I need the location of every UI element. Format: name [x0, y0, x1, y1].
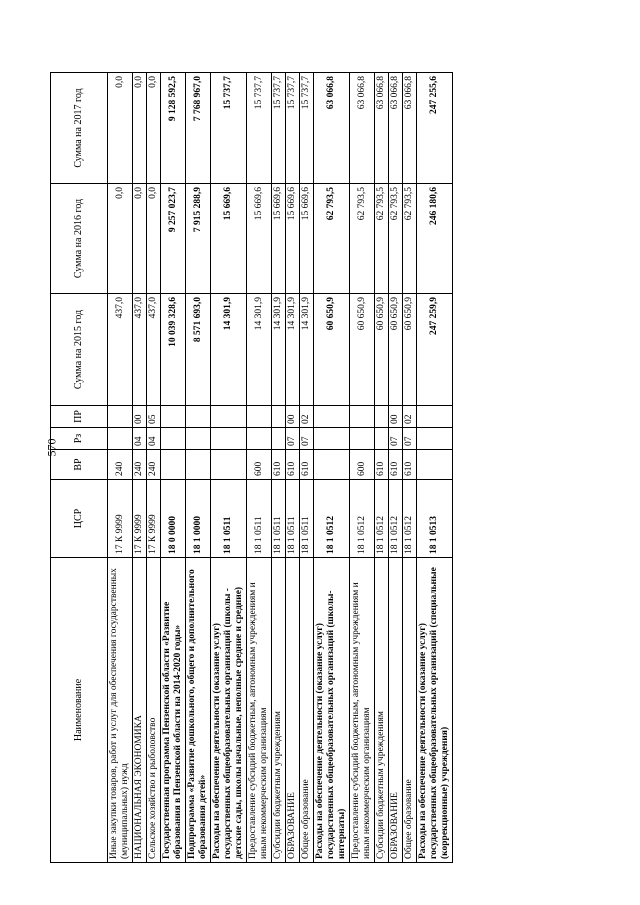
- cell-sum-2017: 15 737,7: [211, 73, 247, 184]
- cell-rz: [375, 428, 389, 450]
- cell-vr: [186, 450, 211, 480]
- cell-name: Расходы на обеспечение деятельности (оказание услуг) государственных общеобразовательных организаций (специальные (коррекционные) учреждения): [417, 558, 453, 863]
- col-header-rz: Рз: [51, 428, 108, 450]
- cell-name: Расходы на обеспечение деятельности (оказание услуг) государственных общеобразовательных организаций (школы - детские сады, школы начальные, неполные средние и средние): [211, 558, 247, 863]
- cell-vr: 610: [272, 450, 286, 480]
- cell-sum-2017: 15 737,7: [247, 73, 272, 184]
- cell-sum-2017: 7 768 967,0: [186, 73, 211, 184]
- cell-sum-2016: 62 793,5: [314, 184, 350, 294]
- cell-rz: [186, 428, 211, 450]
- cell-sum-2016: 15 669,6: [272, 184, 286, 294]
- col-header-sum-2016: Сумма на 2016 год: [51, 184, 108, 294]
- cell-sum-2015: 437,0: [133, 294, 147, 406]
- cell-sum-2015: 60 650,9: [350, 294, 375, 406]
- cell-name: Предоставление субсидий бюджетным, автономным учреждениям и иным некоммерческим организациям: [350, 558, 375, 863]
- cell-sum-2015: 60 650,9: [314, 294, 350, 406]
- cell-vr: [161, 450, 186, 480]
- cell-rz: [350, 428, 375, 450]
- cell-sum-2015: 14 301,9: [300, 294, 314, 406]
- cell-vr: 610: [300, 450, 314, 480]
- cell-name: Субсидии бюджетным учреждениям: [272, 558, 286, 863]
- cell-sum-2015: 247 259,9: [417, 294, 453, 406]
- table-row: [286, 73, 300, 863]
- cell-pr: [108, 406, 133, 428]
- cell-sum-2017: 15 737,7: [272, 73, 286, 184]
- cell-vr: 610: [403, 450, 417, 480]
- cell-vr: 240: [133, 450, 147, 480]
- cell-csr: 18 1 0511: [247, 480, 272, 558]
- cell-sum-2017: 63 066,8: [375, 73, 389, 184]
- cell-name: Расходы на обеспечение деятельности (оказание услуг) государственных общеобразовательных организаций (школы-интернаты): [314, 558, 350, 863]
- cell-sum-2015: 14 301,9: [211, 294, 247, 406]
- table-row: [389, 73, 403, 863]
- cell-sum-2016: 62 793,5: [389, 184, 403, 294]
- cell-sum-2017: 63 066,8: [314, 73, 350, 184]
- cell-sum-2017: 63 066,8: [403, 73, 417, 184]
- cell-vr: 240: [147, 450, 161, 480]
- table-row: [350, 73, 375, 863]
- cell-sum-2016: 62 793,5: [403, 184, 417, 294]
- cell-pr: 00: [133, 406, 147, 428]
- cell-pr: [247, 406, 272, 428]
- cell-sum-2015: 437,0: [108, 294, 133, 406]
- cell-pr: 05: [147, 406, 161, 428]
- cell-rz: 07: [286, 428, 300, 450]
- cell-sum-2015: 14 301,9: [247, 294, 272, 406]
- cell-pr: [186, 406, 211, 428]
- cell-sum-2016: 62 793,5: [350, 184, 375, 294]
- cell-csr: 18 1 0512: [375, 480, 389, 558]
- cell-sum-2016: 0,0: [108, 184, 133, 294]
- cell-sum-2017: 15 737,7: [286, 73, 300, 184]
- page-number: 570: [44, 438, 59, 457]
- cell-csr: 18 1 0512: [314, 480, 350, 558]
- cell-rz: 07: [300, 428, 314, 450]
- cell-pr: [211, 406, 247, 428]
- cell-rz: [211, 428, 247, 450]
- cell-rz: [417, 428, 453, 450]
- cell-csr: 17 К 9999: [133, 480, 147, 558]
- cell-name: Подпрограмма «Развитие дошкольного, общего и дополнительного образования детей»: [186, 558, 211, 863]
- cell-sum-2017: 0,0: [133, 73, 147, 184]
- cell-rz: [108, 428, 133, 450]
- cell-sum-2017: 63 066,8: [350, 73, 375, 184]
- cell-csr: 17 К 9999: [108, 480, 133, 558]
- cell-vr: 600: [247, 450, 272, 480]
- cell-sum-2017: 247 255,6: [417, 73, 453, 184]
- cell-sum-2017: 0,0: [108, 73, 133, 184]
- cell-pr: 00: [286, 406, 300, 428]
- cell-csr: 18 1 0511: [272, 480, 286, 558]
- col-header-name: Наименование: [51, 558, 108, 863]
- cell-name: Субсидии бюджетным учреждениям: [375, 558, 389, 863]
- cell-sum-2015: 14 301,9: [286, 294, 300, 406]
- cell-pr: 02: [403, 406, 417, 428]
- cell-csr: 18 1 0511: [211, 480, 247, 558]
- cell-sum-2016: 62 793,5: [375, 184, 389, 294]
- col-header-pr: ПР: [51, 406, 108, 428]
- cell-sum-2016: 15 669,6: [286, 184, 300, 294]
- cell-name: Предоставление субсидий бюджетным, автономным учреждениям и иным некоммерческим организациям: [247, 558, 272, 863]
- cell-sum-2016: 15 669,6: [247, 184, 272, 294]
- cell-vr: [314, 450, 350, 480]
- cell-rz: [314, 428, 350, 450]
- cell-vr: 240: [108, 450, 133, 480]
- cell-name: НАЦИОНАЛЬНАЯ ЭКОНОМИКА: [133, 558, 147, 863]
- cell-pr: 00: [389, 406, 403, 428]
- table-body: [108, 73, 453, 863]
- cell-sum-2015: 60 650,9: [389, 294, 403, 406]
- cell-csr: 18 1 0511: [300, 480, 314, 558]
- cell-rz: 04: [147, 428, 161, 450]
- table-row: [403, 73, 417, 863]
- cell-csr: 18 1 0512: [350, 480, 375, 558]
- cell-rz: [161, 428, 186, 450]
- cell-csr: 18 1 0000: [186, 480, 211, 558]
- cell-sum-2017: 9 128 592,5: [161, 73, 186, 184]
- cell-csr: 18 1 0513: [417, 480, 453, 558]
- cell-sum-2016: 246 180,6: [417, 184, 453, 294]
- cell-name: Общее образование: [403, 558, 417, 863]
- cell-pr: [350, 406, 375, 428]
- col-header-csr: ЦСР: [51, 480, 108, 558]
- cell-name: Сельское хозяйство и рыболовство: [147, 558, 161, 863]
- cell-name: Государственная программа Пензенской области «Развитие образования в Пензенской области на 2014-2020 годы»: [161, 558, 186, 863]
- cell-name: ОБРАЗОВАНИЕ: [286, 558, 300, 863]
- table-row: [108, 73, 133, 863]
- cell-sum-2017: 15 737,7: [300, 73, 314, 184]
- cell-pr: [314, 406, 350, 428]
- cell-sum-2015: 14 301,9: [272, 294, 286, 406]
- table-row: [147, 73, 161, 863]
- cell-sum-2016: 0,0: [147, 184, 161, 294]
- cell-pr: [375, 406, 389, 428]
- cell-name: ОБРАЗОВАНИЕ: [389, 558, 403, 863]
- cell-pr: [417, 406, 453, 428]
- cell-vr: 600: [350, 450, 375, 480]
- cell-csr: 18 1 0512: [389, 480, 403, 558]
- cell-pr: [161, 406, 186, 428]
- table-row: [375, 73, 389, 863]
- table-row: [417, 73, 453, 863]
- col-header-sum-2017: Сумма на 2017 год: [51, 73, 108, 184]
- cell-csr: 18 0 0000: [161, 480, 186, 558]
- table-row: [211, 73, 247, 863]
- cell-vr: 610: [286, 450, 300, 480]
- cell-name: Общее образование: [300, 558, 314, 863]
- table-row: [247, 73, 272, 863]
- cell-vr: 610: [375, 450, 389, 480]
- cell-sum-2015: 60 650,9: [403, 294, 417, 406]
- cell-csr: 18 1 0511: [286, 480, 300, 558]
- cell-vr: [211, 450, 247, 480]
- cell-sum-2015: 437,0: [147, 294, 161, 406]
- cell-pr: [272, 406, 286, 428]
- cell-csr: 18 1 0512: [403, 480, 417, 558]
- cell-rz: 07: [403, 428, 417, 450]
- table-header: [51, 73, 108, 863]
- cell-pr: 02: [300, 406, 314, 428]
- table-row: [186, 73, 211, 863]
- cell-rz: 04: [133, 428, 147, 450]
- cell-sum-2015: 10 039 328,6: [161, 294, 186, 406]
- cell-sum-2016: 15 669,6: [211, 184, 247, 294]
- cell-rz: [247, 428, 272, 450]
- table-row: [161, 73, 186, 863]
- table-row: [133, 73, 147, 863]
- cell-vr: 610: [389, 450, 403, 480]
- col-header-sum-2015: Сумма на 2015 год: [51, 294, 108, 406]
- budget-table: [50, 72, 453, 863]
- cell-sum-2017: 63 066,8: [389, 73, 403, 184]
- cell-sum-2017: 0,0: [147, 73, 161, 184]
- cell-csr: 17 К 9999: [147, 480, 161, 558]
- cell-name: Иные закупки товаров, работ и услуг для обеспечения государственных (муниципальных) нужд: [108, 558, 133, 863]
- cell-sum-2016: 15 669,6: [300, 184, 314, 294]
- cell-sum-2015: 60 650,9: [375, 294, 389, 406]
- table-row: [300, 73, 314, 863]
- col-header-vr: ВР: [51, 450, 108, 480]
- table-row: [314, 73, 350, 863]
- cell-sum-2016: 9 257 023,7: [161, 184, 186, 294]
- cell-rz: 07: [389, 428, 403, 450]
- table-row: [272, 73, 286, 863]
- cell-vr: [417, 450, 453, 480]
- cell-sum-2015: 8 571 693,0: [186, 294, 211, 406]
- cell-sum-2016: 7 915 288,9: [186, 184, 211, 294]
- cell-sum-2016: 0,0: [133, 184, 147, 294]
- cell-rz: [272, 428, 286, 450]
- rotated-page-content: [50, 73, 590, 863]
